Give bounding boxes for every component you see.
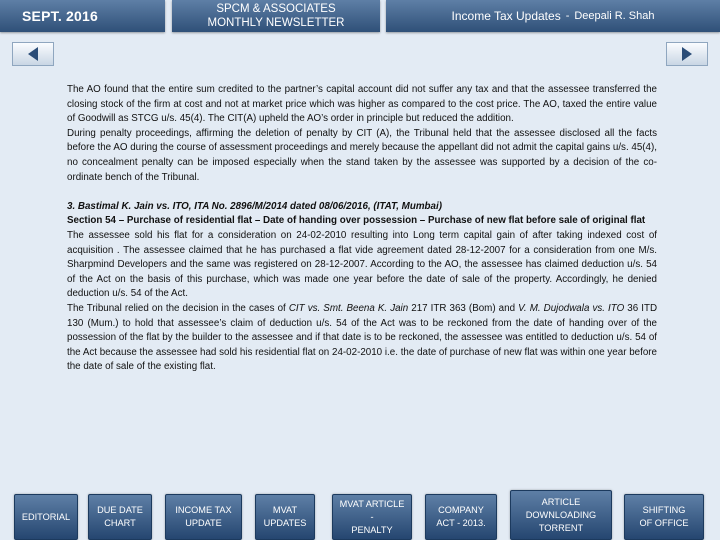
title-separator: - — [565, 10, 570, 22]
nav-editorial-button[interactable]: EDITORIAL — [14, 494, 78, 540]
article-body — [67, 83, 657, 375]
case-section-heading: Section 54 – Purchase of residential flat – Date of handing over possession – Purchase of new flat before sale of original flat — [67, 215, 646, 227]
paragraph-facts: The assessee sold his flat for a consideration on 24-02-2010 resulting into Long term capital gain of after taking indexed cost of acquisition . The assessee claimed that he has purchased a flat vide agreement dated 28-12-2007 for a consideration from one M/s. Sharpmind Developers and the same was registered on 28-12-2007. According to the AO, the assessee has claimed deduction u/s. 54 of the Act on the basis of this purchase, which was made one year before the date of sale of the property. Accordingly, he denied deduction u/s. 54 of the Act. — [67, 229, 657, 300]
case-citation: CIT vs. Smt. Beena K. Jain — [288, 302, 409, 314]
nav-mvat-article-penalty-button[interactable]: MVAT ARTICLE - PENALTY — [332, 494, 412, 540]
paragraph-penalty: During penalty proceedings, affirming the deletion of penalty by CIT (A), the Tribunal held that the assessee disclosed all the facts before the AO during the course of assessment proceedings and merely because the appellant did not admit the capital gains u/s. 45(4), no concealment penalty can be imposed especially when the stand taken by the assessee was supported by a decision of the co-ordinate bench of the Tribunal. — [67, 127, 657, 183]
newsletter-label: MONTHLY NEWSLETTER — [207, 17, 345, 29]
firm-name: SPCM & ASSOCIATES — [216, 3, 336, 15]
paragraph-tribunal: The Tribunal relied on the decision in the cases of CIT vs. Smt. Beena K. Jain 217 ITR 363 (Bom) and V. M. Dujodwala vs. ITO 36 ITD 130 (Mum.) to hold that assessee’s claim of deduction u/s. 54 of the Act was to be reckoned from the date of handing over of the possession of the flat by the builder to the assessee and if that date is to be reckoned, the assessee was entitled to deduction u/s. 54 of the Act because the assessee had sold his residential flat on 24-02-2010 i.e. the date of purchase of new flat was within one year before the date of sale of the existing flat. — [67, 302, 658, 373]
newsletter-date: SEPT. 2016 — [0, 0, 165, 32]
nav-mvat-updates-button[interactable]: MVAT UPDATES — [255, 494, 315, 540]
previous-page-button[interactable] — [12, 42, 54, 66]
topic-label: Income Tax Updates — [451, 9, 561, 23]
nav-article-downloading-torrent-button[interactable]: ARTICLE DOWNLOADING TORRENT — [510, 490, 612, 540]
paragraph-goodwill: The AO found that the entire sum credited to the partner’s capital account did not suffer any tax and that the assessee transferred the closing stock of the firm at cost and not at market price which was higher as compared to the cost price. The AO, taxed the entire value of Goodwill as STCG u/s. 45(4). The CIT(A) upheld the AO’s order in principle but reduced the addition. — [67, 84, 657, 125]
nav-income-tax-update-button[interactable]: INCOME TAX UPDATE — [165, 494, 242, 540]
nav-company-act-button[interactable]: COMPANY ACT - 2013. — [425, 494, 497, 540]
author-name: Deepali R. Shah — [574, 10, 655, 22]
case-citation: V. M. Dujodwala vs. ITO — [518, 302, 625, 314]
newsletter-title — [172, 0, 380, 32]
nav-due-date-chart-button[interactable]: DUE DATE CHART — [88, 494, 152, 540]
arrow-right-icon — [679, 46, 695, 62]
section-title — [386, 0, 720, 32]
nav-shifting-of-office-button[interactable]: SHIFTING OF OFFICE — [624, 494, 704, 540]
next-page-button[interactable] — [666, 42, 708, 66]
arrow-left-icon — [25, 46, 41, 62]
case-title: 3. Bastimal K. Jain vs. ITO, ITA No. 2896/M/2014 dated 08/06/2016, (ITAT, Mumbai) — [67, 200, 442, 212]
